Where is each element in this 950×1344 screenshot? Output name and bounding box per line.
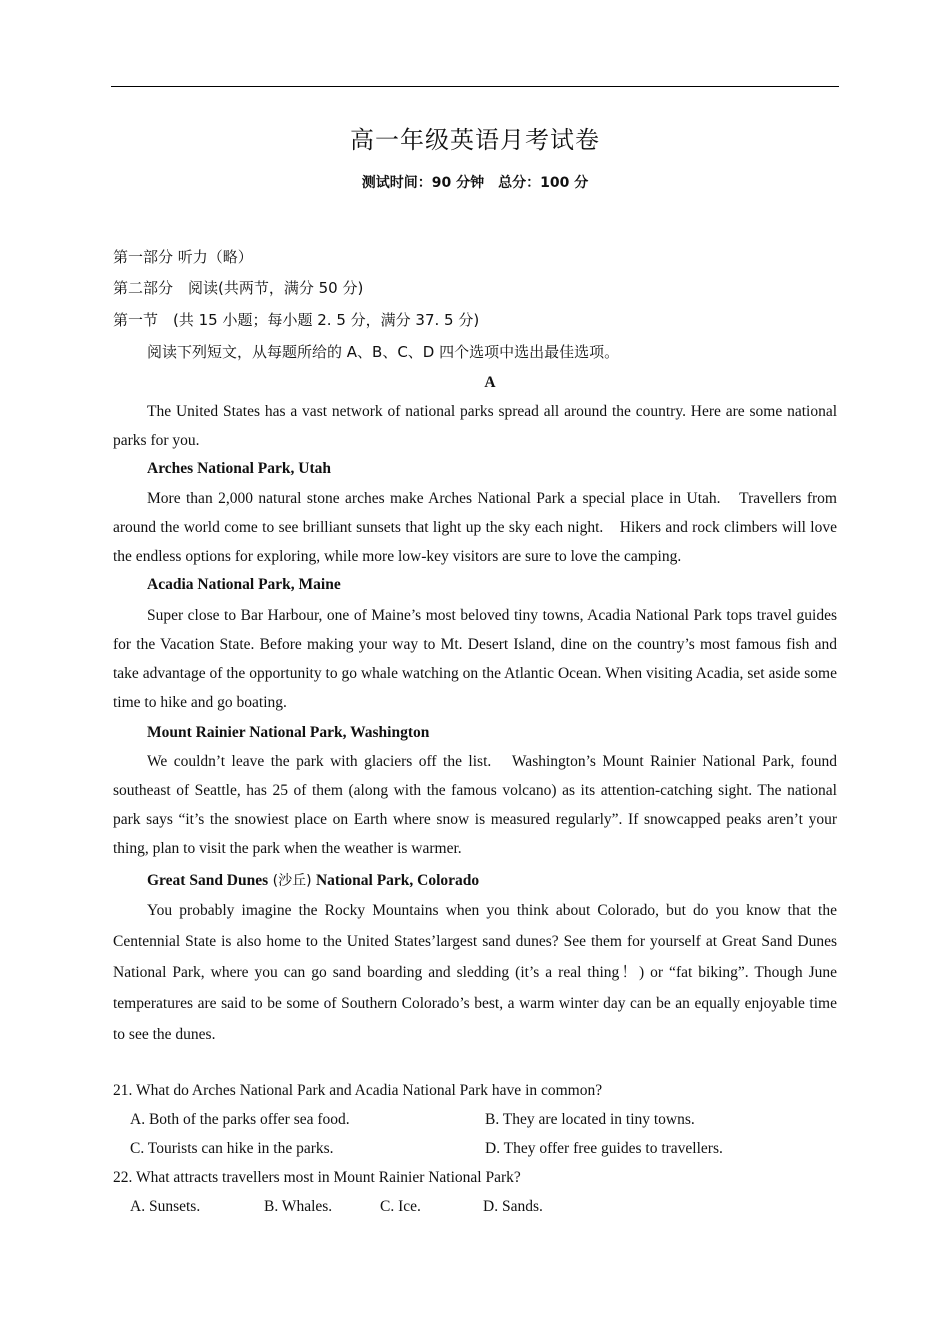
park-heading-sand-dunes-part1: Great Sand Dunes: [147, 872, 269, 889]
park-text-rainier: [113, 747, 837, 863]
part-two-heading: 第二部分 阅读(共两节，满分 50 分): [113, 279, 364, 297]
park-heading-rainier: Mount Rainier National Park, Washington: [147, 724, 430, 741]
question-21-option-b: B. They are located in tiny towns.: [485, 1111, 695, 1128]
question-22-option-b: B. Whales.: [264, 1198, 333, 1215]
instruction-text: 阅读下列短文，从每题所给的 A、B、C、D 四个选项中选出最佳选项。: [147, 343, 620, 361]
question-22-option-d: D. Sands.: [483, 1198, 543, 1215]
part-one-heading: 第一部分 听力（略）: [113, 248, 253, 266]
park-text-acadia: [113, 601, 837, 717]
exam-info: 测试时间：90 分钟 总分：100 分: [361, 175, 589, 191]
park-heading-sand-dunes-part2: National Park, Colorado: [315, 872, 480, 889]
question-22-option-a: A. Sunsets.: [130, 1198, 201, 1215]
question-21-option-c: C. Tourists can hike in the parks.: [130, 1140, 334, 1157]
question-22-option-c: C. Ice.: [380, 1198, 421, 1215]
passage-label: A: [484, 374, 496, 391]
page-title: 高一年级英语月考试卷: [350, 126, 600, 154]
section-one-heading: 第一节 (共 15 小题；每小题 2. 5 分，满分 37. 5 分): [113, 311, 480, 329]
passage-intro-text: The United States has a vast network of national parks spread all around the country. Here are some national parks for you.: [113, 403, 837, 449]
park-text-arches-body: More than 2,000 natural stone arches make Arches National Park a special place in Utah. Travellers from around the world come to see brilliant sunsets that light up the sky each night. Hikers and rock climbers will love the endless options for exploring, while more low-key visitors are sure to love the camping.: [113, 490, 837, 565]
passage-intro: [113, 397, 837, 455]
question-21-option-d: D. They offer free guides to travellers.: [485, 1140, 723, 1157]
question-22-stem: 22. What attracts travellers most in Mount Rainier National Park?: [113, 1169, 521, 1186]
park-text-arches: [113, 484, 837, 571]
header-rule: [111, 86, 839, 87]
question-21-stem: 21. What do Arches National Park and Acadia National Park have in common?: [113, 1082, 603, 1099]
park-heading-acadia: Acadia National Park, Maine: [147, 576, 341, 593]
park-heading-sand-dunes-note: (沙丘): [268, 873, 316, 889]
park-text-sand-dunes: [113, 895, 837, 1050]
park-heading-sand-dunes: [147, 870, 479, 890]
park-heading-arches: Arches National Park, Utah: [147, 460, 331, 477]
park-text-sand-dunes-body: You probably imagine the Rocky Mountains when you think about Colorado, but do you know that the Centennial State is also home to the United States’largest sand dunes? See them for yourself at Great Sand Dunes National Park, where you can go sand boarding and sledding (it’s a real thing！) or “fat biking”. Though June temperatures are said to be some of Southern Colorado’s best, a warm winter day can be an equally enjoyable time to see the dunes.: [113, 902, 837, 1043]
question-21-option-a: A. Both of the parks offer sea food.: [130, 1111, 350, 1128]
park-text-rainier-body: We couldn’t leave the park with glaciers off the list. Washington’s Mount Rainier National Park, found southeast of Seattle, has 25 of them (along with the famous volcano) as its attention-catching sight. The national park says “it’s the snowiest place on Earth where snow is measured regularly”. If snowcapped peaks aren’t your thing, plan to visit the park when the weather is warmer.: [113, 753, 837, 857]
park-text-acadia-body: Super close to Bar Harbour, one of Maine’s most beloved tiny towns, Acadia National Park tops travel guides for the Vacation State. Before making your way to Mt. Desert Island, dine on the country’s most famous fish and take advantage of the opportunity to go whale watching on the Atlantic Ocean. When visiting Acadia, set aside some time to hike and go boating.: [113, 607, 837, 711]
